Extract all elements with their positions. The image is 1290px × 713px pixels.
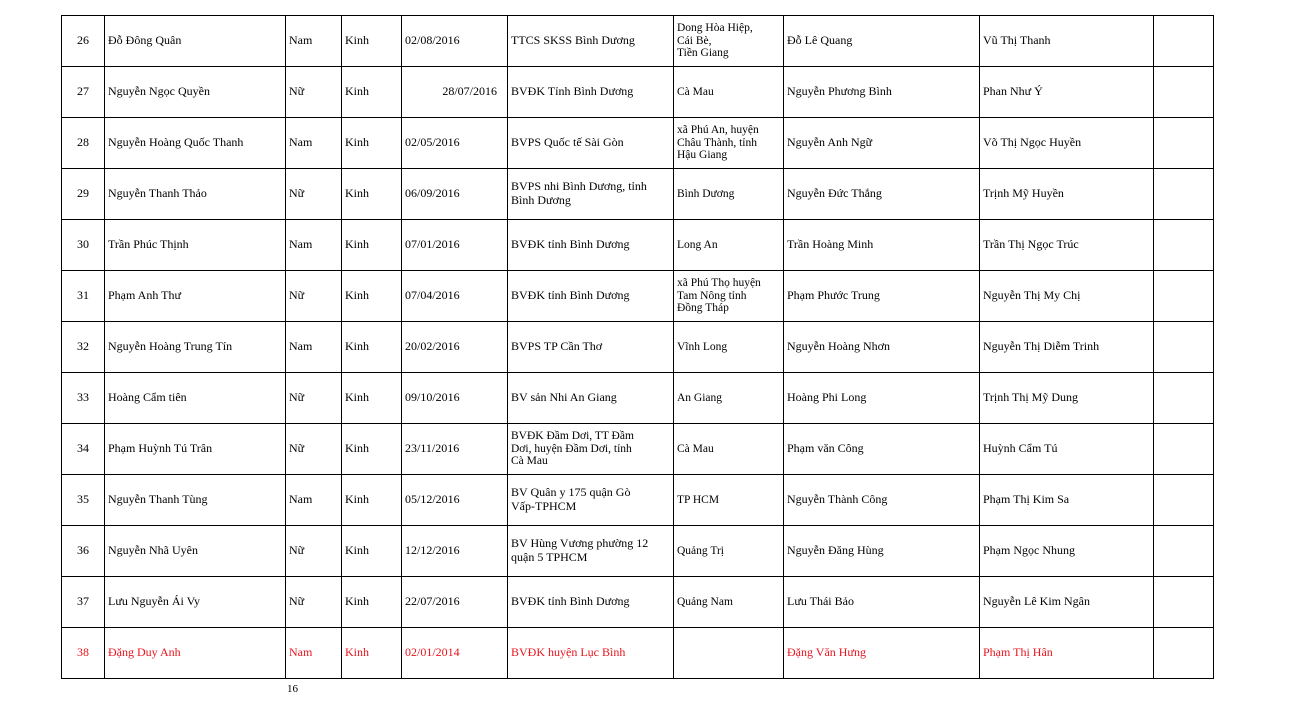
student-roster-table	[61, 15, 1214, 679]
hometown-cell: Quảng Nam	[674, 577, 784, 628]
ethnicity-cell: Kinh	[342, 577, 402, 628]
ethnicity-cell: Kinh	[342, 424, 402, 475]
dob-cell: 09/10/2016	[402, 373, 508, 424]
note-cell	[1154, 67, 1214, 118]
hometown-cell: TP HCM	[674, 475, 784, 526]
row-number-cell: 36	[62, 526, 105, 577]
row-number-cell: 31	[62, 271, 105, 322]
dob-cell: 05/12/2016	[402, 475, 508, 526]
ethnicity-cell: Kinh	[342, 220, 402, 271]
gender-cell: Nữ	[286, 577, 342, 628]
row-number-cell: 28	[62, 118, 105, 169]
name-cell: Nguyễn Thanh Thảo	[105, 169, 286, 220]
hometown-cell: xã Phú Thọ huyện Tam Nông tỉnh Đồng Tháp	[674, 271, 784, 322]
dob-cell: 12/12/2016	[402, 526, 508, 577]
birthplace-cell: BVPS Quốc tế Sài Gòn	[508, 118, 674, 169]
hometown-cell: Cà Mau	[674, 67, 784, 118]
mother-cell: Nguyễn Thị My Chị	[980, 271, 1154, 322]
name-cell: Nguyễn Thanh Tùng	[105, 475, 286, 526]
hometown-cell: Dong Hòa Hiệp, Cái Bè, Tiền Giang	[674, 16, 784, 67]
gender-cell: Nữ	[286, 169, 342, 220]
note-cell	[1154, 322, 1214, 373]
ethnicity-cell: Kinh	[342, 67, 402, 118]
gender-cell: Nữ	[286, 373, 342, 424]
father-cell: Nguyễn Đăng Hùng	[784, 526, 980, 577]
note-cell	[1154, 220, 1214, 271]
father-cell: Phạm văn Công	[784, 424, 980, 475]
row-number-cell: 29	[62, 169, 105, 220]
name-cell: Phạm Huỳnh Tú Trân	[105, 424, 286, 475]
mother-cell: Nguyễn Lê Kim Ngân	[980, 577, 1154, 628]
birthplace-cell: TTCS SKSS Bình Dương	[508, 16, 674, 67]
hometown-cell: Vĩnh Long	[674, 322, 784, 373]
note-cell	[1154, 577, 1214, 628]
gender-cell: Nữ	[286, 67, 342, 118]
row-number-cell: 38	[62, 628, 105, 679]
mother-cell: Trịnh Mỹ Huyền	[980, 169, 1154, 220]
dob-cell: 22/07/2016	[402, 577, 508, 628]
mother-cell: Nguyễn Thị Diễm Trinh	[980, 322, 1154, 373]
hometown-cell: Quảng Trị	[674, 526, 784, 577]
birthplace-cell: BVPS nhi Bình Dương, tỉnh Bình Dương	[508, 169, 674, 220]
ethnicity-cell: Kinh	[342, 16, 402, 67]
father-cell: Đặng Văn Hưng	[784, 628, 980, 679]
note-cell	[1154, 271, 1214, 322]
row-number-cell: 32	[62, 322, 105, 373]
table-row	[62, 322, 1214, 373]
table-row	[62, 577, 1214, 628]
table-row	[62, 118, 1214, 169]
dob-cell: 07/01/2016	[402, 220, 508, 271]
name-cell: Đỗ Đông Quân	[105, 16, 286, 67]
mother-cell: Phạm Thị Kim Sa	[980, 475, 1154, 526]
gender-cell: Nam	[286, 322, 342, 373]
gender-cell: Nam	[286, 16, 342, 67]
note-cell	[1154, 424, 1214, 475]
name-cell: Nguyễn Hoàng Trung Tín	[105, 322, 286, 373]
note-cell	[1154, 118, 1214, 169]
table-row	[62, 475, 1214, 526]
dob-cell: 28/07/2016	[402, 67, 508, 118]
dob-cell: 07/04/2016	[402, 271, 508, 322]
dob-cell: 23/11/2016	[402, 424, 508, 475]
gender-cell: Nữ	[286, 526, 342, 577]
birthplace-cell: BV sản Nhi An Giang	[508, 373, 674, 424]
father-cell: Nguyễn Hoàng Nhơn	[784, 322, 980, 373]
birthplace-cell: BVĐK tỉnh Bình Dương	[508, 271, 674, 322]
name-cell: Phạm Anh Thư	[105, 271, 286, 322]
gender-cell: Nam	[286, 220, 342, 271]
ethnicity-cell: Kinh	[342, 169, 402, 220]
note-cell	[1154, 373, 1214, 424]
dob-cell: 02/05/2016	[402, 118, 508, 169]
hometown-cell: An Giang	[674, 373, 784, 424]
birthplace-cell: BVĐK huyện Lục Bình	[508, 628, 674, 679]
note-cell	[1154, 169, 1214, 220]
table-row	[62, 424, 1214, 475]
mother-cell: Phạm Thị Hân	[980, 628, 1154, 679]
father-cell: Nguyễn Đức Thắng	[784, 169, 980, 220]
table-row	[62, 526, 1214, 577]
row-number-cell: 34	[62, 424, 105, 475]
hometown-cell: xã Phú An, huyện Châu Thành, tỉnh Hậu Giang	[674, 118, 784, 169]
gender-cell: Nam	[286, 475, 342, 526]
note-cell	[1154, 16, 1214, 67]
name-cell: Đặng Duy Anh	[105, 628, 286, 679]
dob-cell: 06/09/2016	[402, 169, 508, 220]
mother-cell: Huỳnh Cẩm Tú	[980, 424, 1154, 475]
mother-cell: Trịnh Thị Mỹ Dung	[980, 373, 1154, 424]
birthplace-cell: BVĐK tỉnh Bình Dương	[508, 577, 674, 628]
name-cell: Nguyễn Nhã Uyên	[105, 526, 286, 577]
father-cell: Nguyễn Phương Bình	[784, 67, 980, 118]
dob-cell: 20/02/2016	[402, 322, 508, 373]
father-cell: Hoàng Phi Long	[784, 373, 980, 424]
father-cell: Nguyễn Thành Công	[784, 475, 980, 526]
mother-cell: Vũ Thị Thanh	[980, 16, 1154, 67]
dob-cell: 02/01/2014	[402, 628, 508, 679]
ethnicity-cell: Kinh	[342, 322, 402, 373]
mother-cell: Võ Thị Ngọc Huyền	[980, 118, 1154, 169]
gender-cell: Nam	[286, 118, 342, 169]
table-row	[62, 16, 1214, 67]
gender-cell: Nam	[286, 628, 342, 679]
page-number: 16	[287, 683, 298, 695]
row-number-cell: 27	[62, 67, 105, 118]
table-row-highlighted	[62, 628, 1214, 679]
row-number-cell: 35	[62, 475, 105, 526]
name-cell: Trần Phúc Thịnh	[105, 220, 286, 271]
mother-cell: Phạm Ngọc Nhung	[980, 526, 1154, 577]
ethnicity-cell: Kinh	[342, 118, 402, 169]
hometown-cell: Bình Dương	[674, 169, 784, 220]
gender-cell: Nữ	[286, 271, 342, 322]
row-number-cell: 30	[62, 220, 105, 271]
table-row	[62, 373, 1214, 424]
table-row	[62, 271, 1214, 322]
birthplace-cell: BVĐK Đầm Dơi, TT Đầm Dơi, huyện Đầm Dơi, tỉnh Cà Mau	[508, 424, 674, 475]
father-cell: Nguyễn Anh Ngữ	[784, 118, 980, 169]
note-cell	[1154, 628, 1214, 679]
ethnicity-cell: Kinh	[342, 373, 402, 424]
birthplace-cell: BVPS TP Cần Thơ	[508, 322, 674, 373]
mother-cell: Phan Như Ý	[980, 67, 1154, 118]
name-cell: Nguyễn Ngọc Quyền	[105, 67, 286, 118]
birthplace-cell: BV Quân y 175 quận Gò Vấp-TPHCM	[508, 475, 674, 526]
hometown-cell: Cà Mau	[674, 424, 784, 475]
row-number-cell: 26	[62, 16, 105, 67]
table-row	[62, 67, 1214, 118]
hometown-cell	[674, 628, 784, 679]
dob-cell: 02/08/2016	[402, 16, 508, 67]
father-cell: Phạm Phước Trung	[784, 271, 980, 322]
father-cell: Đỗ Lê Quang	[784, 16, 980, 67]
name-cell: Lưu Nguyễn Ái Vy	[105, 577, 286, 628]
ethnicity-cell: Kinh	[342, 526, 402, 577]
row-number-cell: 33	[62, 373, 105, 424]
birthplace-cell: BVĐK tỉnh Bình Dương	[508, 220, 674, 271]
birthplace-cell: BVĐK Tỉnh Bình Dương	[508, 67, 674, 118]
row-number-cell: 37	[62, 577, 105, 628]
name-cell: Nguyễn Hoàng Quốc Thanh	[105, 118, 286, 169]
table-row	[62, 220, 1214, 271]
note-cell	[1154, 475, 1214, 526]
father-cell: Lưu Thái Bảo	[784, 577, 980, 628]
hometown-cell: Long An	[674, 220, 784, 271]
father-cell: Trần Hoàng Minh	[784, 220, 980, 271]
note-cell	[1154, 526, 1214, 577]
name-cell: Hoàng Cẩm tiên	[105, 373, 286, 424]
ethnicity-cell: Kinh	[342, 628, 402, 679]
table-row	[62, 169, 1214, 220]
ethnicity-cell: Kinh	[342, 271, 402, 322]
mother-cell: Trần Thị Ngọc Trúc	[980, 220, 1154, 271]
birthplace-cell: BV Hùng Vương phường 12 quận 5 TPHCM	[508, 526, 674, 577]
gender-cell: Nữ	[286, 424, 342, 475]
ethnicity-cell: Kinh	[342, 475, 402, 526]
